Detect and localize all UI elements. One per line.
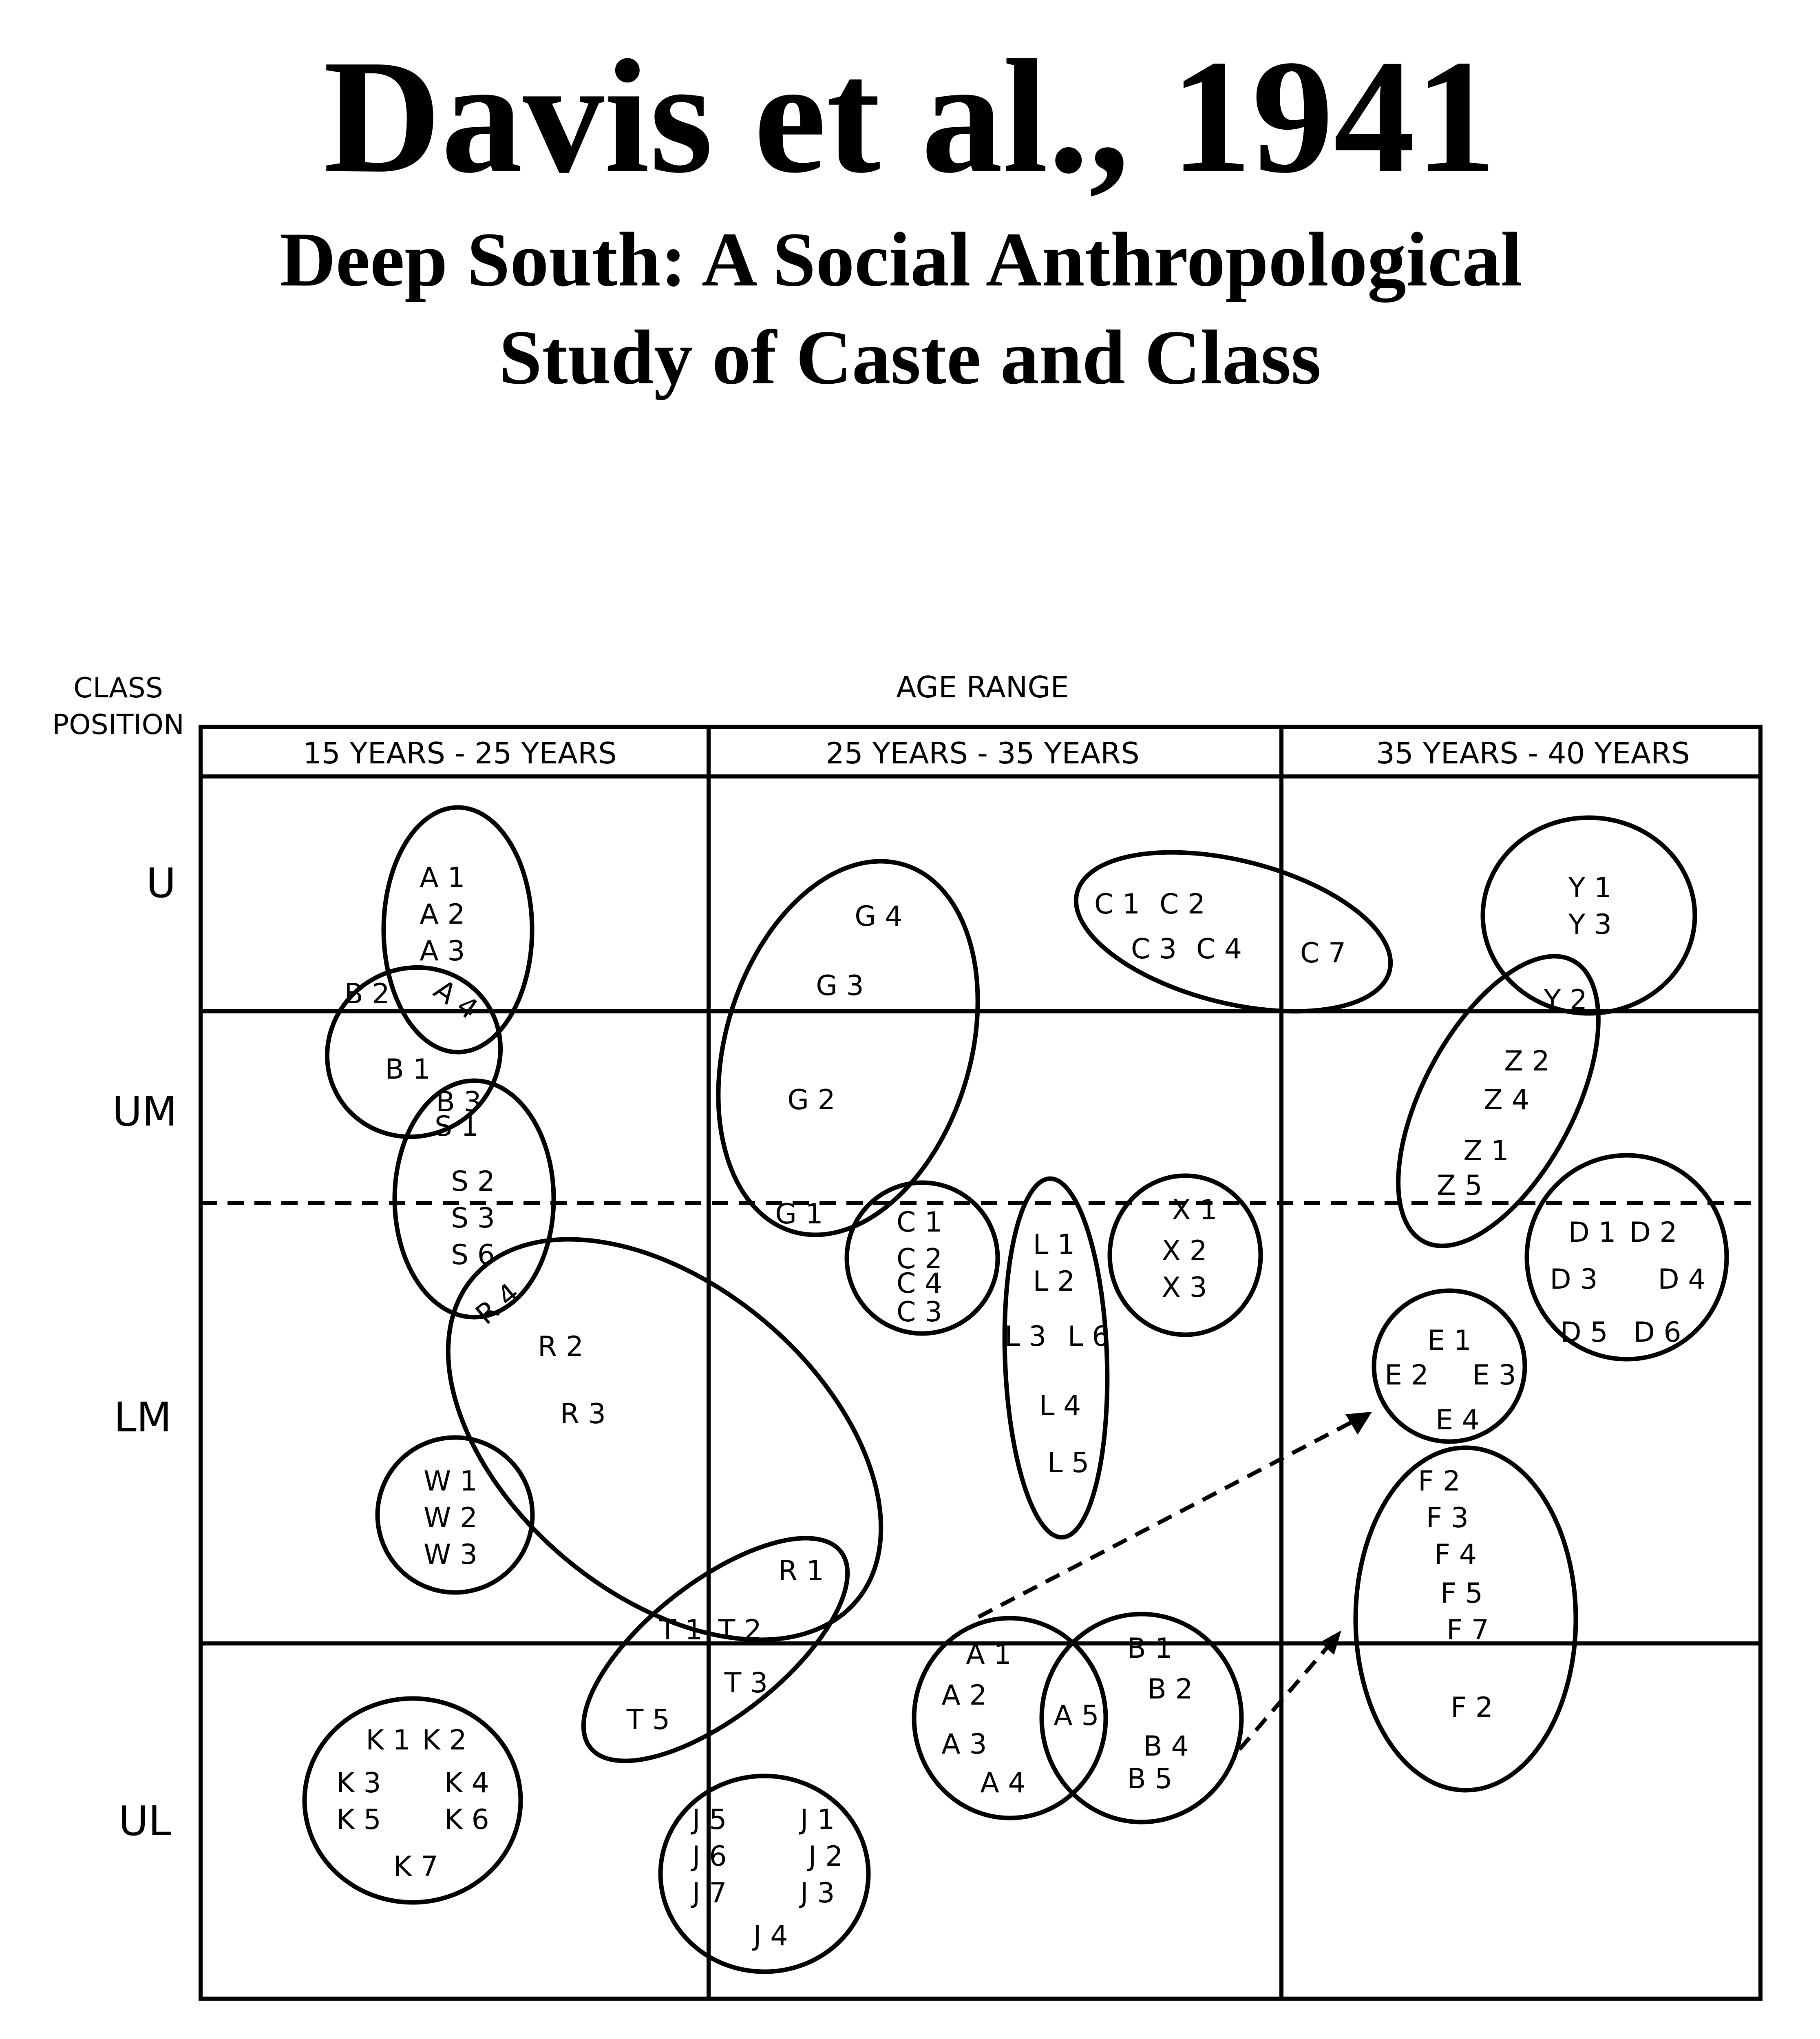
member-label-c-mid-c3: C 3 bbox=[896, 1296, 943, 1328]
member-label-s-s3: S 3 bbox=[451, 1202, 495, 1234]
member-label-k-k1: K 1 bbox=[366, 1724, 411, 1756]
member-label-a-low-a5: A 5 bbox=[1054, 1700, 1099, 1732]
group-b-top-outline bbox=[296, 936, 531, 1168]
member-label-c-top-c1: C 1 bbox=[1094, 888, 1140, 920]
member-label-d-d4: D 4 bbox=[1658, 1263, 1706, 1296]
member-label-c-mid-c2: C 2 bbox=[896, 1243, 943, 1275]
member-label-c-top-c7: C 7 bbox=[1300, 937, 1346, 969]
member-label-b-top-b2: B 2 bbox=[344, 978, 390, 1010]
member-label-g-g3: G 3 bbox=[816, 970, 864, 1002]
member-label-a-top-a1: A 1 bbox=[420, 862, 465, 894]
subtitle-line-1: Deep South: A Social Anthropological bbox=[280, 217, 1522, 303]
row-label-um: UM bbox=[112, 1088, 177, 1135]
member-label-j-j1: J 1 bbox=[800, 1804, 835, 1836]
member-label-y-y2: Y 2 bbox=[1544, 984, 1588, 1016]
member-label-b-low-b5: B 5 bbox=[1127, 1763, 1173, 1795]
member-labels bbox=[336, 862, 1705, 1952]
member-label-t-t3: T 3 bbox=[724, 1667, 768, 1699]
member-label-a-top-a3: A 3 bbox=[420, 935, 465, 967]
member-label-f-f2: F 2 bbox=[1418, 1465, 1460, 1497]
member-label-y-y1: Y 1 bbox=[1568, 872, 1612, 904]
column-header-25-35: 25 YEARS - 35 YEARS bbox=[826, 736, 1140, 770]
member-label-b-low-b4: B 4 bbox=[1143, 1730, 1189, 1763]
member-label-k-k5: K 5 bbox=[336, 1804, 381, 1836]
member-label-w-w3: W 3 bbox=[423, 1539, 478, 1571]
member-label-l-l2: L 2 bbox=[1033, 1265, 1075, 1298]
member-label-j-j2: J 2 bbox=[808, 1840, 843, 1873]
member-label-j-j5: J 5 bbox=[692, 1804, 727, 1836]
row-label-lm: LM bbox=[114, 1393, 172, 1441]
column-header-15-25: 15 YEARS - 25 YEARS bbox=[303, 736, 617, 770]
member-label-a-top-a4: A 4 bbox=[428, 973, 484, 1026]
member-label-f-f7: F 7 bbox=[1447, 1614, 1489, 1646]
member-label-j-j4: J 4 bbox=[753, 1920, 788, 1952]
member-label-a-low-a3: A 3 bbox=[941, 1728, 987, 1760]
member-label-c-top-c4: C 4 bbox=[1196, 933, 1242, 965]
member-label-c-top-c3: C 3 bbox=[1131, 933, 1177, 965]
member-label-d-d2: D 2 bbox=[1629, 1216, 1677, 1249]
member-label-z-z1: Z 1 bbox=[1463, 1135, 1509, 1167]
page-title: Davis et al., 1941 bbox=[323, 26, 1497, 207]
member-label-z-z2: Z 2 bbox=[1504, 1045, 1550, 1077]
member-label-k-k6: K 6 bbox=[444, 1804, 489, 1836]
member-label-s-s1: S 1 bbox=[434, 1110, 479, 1143]
member-label-a-top-a2: A 2 bbox=[420, 898, 465, 931]
member-label-r-r3: R 3 bbox=[560, 1398, 606, 1430]
age-range-label: AGE RANGE bbox=[896, 670, 1069, 704]
class-position-label-line-2: POSITION bbox=[52, 709, 184, 741]
member-label-c-mid-c1: C 1 bbox=[896, 1206, 943, 1238]
member-label-l-l4: L 4 bbox=[1039, 1390, 1081, 1422]
member-label-z-z4: Z 4 bbox=[1484, 1084, 1529, 1116]
member-label-c-top-c2: C 2 bbox=[1159, 888, 1206, 920]
member-label-l-l1: L 1 bbox=[1033, 1229, 1075, 1261]
member-label-x-x1: X 1 bbox=[1172, 1194, 1217, 1226]
member-label-j-j3: J 3 bbox=[800, 1877, 835, 1909]
column-header-35-40: 35 YEARS - 40 YEARS bbox=[1376, 736, 1690, 770]
row-label-u: U bbox=[146, 859, 176, 907]
member-label-b-top-b3: B 3 bbox=[436, 1086, 482, 1118]
member-label-f-f2: F 2 bbox=[1451, 1692, 1493, 1724]
member-label-g-g2: G 2 bbox=[787, 1084, 835, 1116]
member-label-l-l5: L 5 bbox=[1047, 1447, 1089, 1479]
member-label-e-e3: E 3 bbox=[1472, 1359, 1516, 1391]
member-label-s-s6: S 6 bbox=[451, 1239, 495, 1271]
member-label-d-d5: D 5 bbox=[1560, 1316, 1608, 1349]
group-d-outline bbox=[1527, 1155, 1727, 1359]
member-label-c-mid-c4: C 4 bbox=[896, 1267, 943, 1300]
member-label-e-e1: E 1 bbox=[1427, 1325, 1471, 1357]
member-label-j-j7: J 7 bbox=[692, 1877, 727, 1909]
member-label-g-g4: G 4 bbox=[855, 900, 903, 933]
member-label-j-j6: J 6 bbox=[692, 1840, 727, 1873]
member-label-b-low-b2: B 2 bbox=[1147, 1673, 1193, 1705]
row-label-ul: UL bbox=[118, 1797, 171, 1845]
member-label-r-r1: R 1 bbox=[778, 1555, 824, 1587]
member-label-x-x3: X 3 bbox=[1162, 1272, 1207, 1304]
member-label-g-g1: G 1 bbox=[775, 1198, 823, 1230]
member-label-z-z5: Z 5 bbox=[1437, 1170, 1482, 1202]
member-label-d-d6: D 6 bbox=[1633, 1316, 1681, 1349]
subtitle-line-2: Study of Caste and Class bbox=[499, 315, 1321, 400]
member-label-a-low-a1: A 1 bbox=[966, 1639, 1012, 1671]
member-label-t-t1: T 1 bbox=[659, 1614, 703, 1646]
member-label-f-f3: F 3 bbox=[1426, 1502, 1469, 1534]
member-label-k-k3: K 3 bbox=[336, 1767, 381, 1799]
member-label-d-d3: D 3 bbox=[1550, 1263, 1598, 1296]
member-label-s-s2: S 2 bbox=[451, 1165, 495, 1198]
member-label-k-k2: K 2 bbox=[422, 1724, 467, 1756]
member-label-y-y3: Y 3 bbox=[1568, 909, 1612, 941]
member-label-w-w2: W 2 bbox=[423, 1502, 478, 1534]
member-label-k-k4: K 4 bbox=[444, 1767, 489, 1799]
arrow-a-to-e bbox=[978, 1421, 1354, 1617]
group-t-outline bbox=[549, 1499, 882, 1800]
member-label-t-t2: T 2 bbox=[718, 1614, 762, 1646]
class-position-label-line-1: CLASS bbox=[73, 672, 163, 704]
member-label-w-w1: W 1 bbox=[423, 1465, 478, 1497]
member-label-k-k7: K 7 bbox=[393, 1851, 438, 1883]
member-label-t-t5: T 5 bbox=[626, 1704, 670, 1736]
member-label-l-l3: L 3 bbox=[1004, 1320, 1047, 1353]
member-label-d-d1: D 1 bbox=[1568, 1216, 1616, 1249]
member-label-a-low-a4: A 4 bbox=[980, 1767, 1026, 1799]
member-label-b-low-b1: B 1 bbox=[1127, 1632, 1173, 1665]
member-label-f-f4: F 4 bbox=[1434, 1539, 1477, 1571]
group-c-top-outline bbox=[1060, 824, 1407, 1040]
member-label-f-f5: F 5 bbox=[1440, 1577, 1483, 1610]
member-label-b-top-b1: B 1 bbox=[385, 1053, 431, 1086]
member-label-x-x2: X 2 bbox=[1162, 1235, 1207, 1267]
member-label-l-l6: L 6 bbox=[1067, 1320, 1110, 1353]
member-label-r-r4: R 4 bbox=[470, 1277, 526, 1331]
member-label-e-e2: E 2 bbox=[1385, 1359, 1429, 1391]
member-label-a-low-a2: A 2 bbox=[941, 1679, 987, 1712]
member-label-r-r2: R 2 bbox=[537, 1331, 584, 1363]
member-label-e-e4: E 4 bbox=[1436, 1404, 1480, 1436]
